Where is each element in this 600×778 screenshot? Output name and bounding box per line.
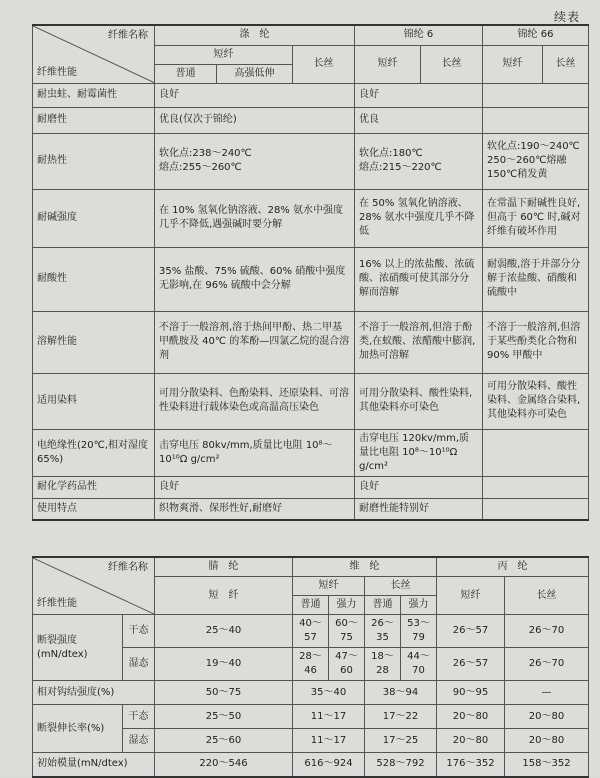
table-row — [33, 311, 589, 373]
cell-value: 44～70 — [401, 648, 437, 681]
row-label: 相对钩结强度(%) — [33, 681, 155, 705]
cell-value: 616～924 — [293, 753, 365, 777]
properties-table-1 — [32, 24, 589, 521]
header-acrylic-staple: 短 纤 — [155, 577, 293, 615]
cell-value: 158～352 — [505, 753, 589, 777]
cell-value: 25～40 — [155, 615, 293, 648]
cell-value: 50～75 — [155, 681, 293, 705]
corner-fiber-name: 纤维名称 — [108, 30, 148, 41]
cell-value: — — [505, 681, 589, 705]
cell-polyester: 不溶于一般溶剂,溶于热间甲酚、热二甲基甲酰胺及 40℃ 的苯酚—四氯乙烷的混合溶剂 — [155, 311, 355, 373]
row-label: 耐化学药品性 — [33, 476, 155, 498]
cell-polyester: 35% 盐酸、75% 硫酸、60% 硝酸中强度无影响,在 96% 硫酸中会分解 — [155, 247, 355, 311]
header-pp-filament: 长丝 — [505, 577, 589, 615]
cell-value: 26～70 — [505, 648, 589, 681]
corner-fiber-property: 纤维性能 — [37, 598, 77, 609]
table-row — [33, 107, 589, 133]
cell-value: 20～80 — [437, 705, 505, 729]
cell-value: 26～35 — [365, 615, 401, 648]
cell-value: 25～60 — [155, 729, 293, 753]
cell-nylon6: 耐磨性能特别好 — [355, 498, 483, 520]
cell-value: 20～80 — [505, 705, 589, 729]
row-label: 耐碱强度 — [33, 189, 155, 247]
cell-value: 90～95 — [437, 681, 505, 705]
header-vinylon: 维 纶 — [293, 557, 437, 577]
cell-polyester: 软化点:238～240℃ 熔点:255～260℃ — [155, 133, 355, 189]
table-row — [33, 83, 589, 107]
header-strong: 强力 — [401, 596, 437, 615]
table-row — [33, 615, 589, 648]
cell-polyester: 织物爽滑、保形性好,耐磨好 — [155, 498, 355, 520]
cell-nylon66 — [483, 83, 589, 107]
cell-polyester: 在 10% 氢氧化钠溶液、28% 氨水中强度几乎不降低,遇强碱时要分解 — [155, 189, 355, 247]
header-regular: 普通 — [155, 64, 217, 83]
cell-value: 11～17 — [293, 729, 365, 753]
cell-polyester: 可用分散染料、色酚染料、还原染料、可溶性染料进行载体染色或高温高压染色 — [155, 373, 355, 429]
row-condition: 干态 — [123, 705, 155, 729]
corner-cell — [33, 557, 155, 615]
header-acrylic: 腈 纶 — [155, 557, 293, 577]
cell-nylon66: 可用分散染料、酸性染料、金属络合染料,其他染料亦可染色 — [483, 373, 589, 429]
cell-nylon66 — [483, 429, 589, 476]
row-label: 初始模量(mN/dtex) — [33, 753, 155, 777]
header-vinylon-filament: 长丝 — [365, 577, 437, 596]
cell-nylon6: 可用分散染料、酸性染料,其他染料亦可染色 — [355, 373, 483, 429]
row-label: 耐虫蛀、耐霉菌性 — [33, 83, 155, 107]
table-row — [33, 189, 589, 247]
header-polypropylene: 丙 纶 — [437, 557, 589, 577]
cell-nylon6: 不溶于一般溶剂,但溶于酚类,在蚁酸、浓醋酸中膨润,加热可溶解 — [355, 311, 483, 373]
header-high-strength: 高强低伸 — [217, 64, 293, 83]
cell-nylon66 — [483, 107, 589, 133]
cell-polyester: 优良(仅次于锦纶) — [155, 107, 355, 133]
cell-value: 20～80 — [505, 729, 589, 753]
cell-polyester: 良好 — [155, 476, 355, 498]
row-condition: 湿态 — [123, 729, 155, 753]
continued-label: 续表 — [553, 10, 580, 24]
table-row — [33, 133, 589, 189]
cell-value: 26～57 — [437, 648, 505, 681]
cell-nylon6: 在 50% 氢氧化钠溶液、28% 氨水中强度几乎不降低 — [355, 189, 483, 247]
table-row — [33, 681, 589, 705]
cell-value: 40～57 — [293, 615, 329, 648]
header-polyester-filament: 长丝 — [293, 45, 355, 83]
header-strong: 强力 — [329, 596, 365, 615]
header-nylon66: 锦纶 66 — [483, 25, 589, 45]
cell-value: 47～60 — [329, 648, 365, 681]
cell-nylon6: 良好 — [355, 476, 483, 498]
header-nylon6: 锦纶 6 — [355, 25, 483, 45]
cell-polyester: 良好 — [155, 83, 355, 107]
header-vinylon-staple: 短纤 — [293, 577, 365, 596]
cell-nylon6: 16% 以上的浓盐酸、浓硫酸、浓硝酸可使其部分分解而溶解 — [355, 247, 483, 311]
cell-nylon6: 良好 — [355, 83, 483, 107]
cell-nylon66: 软化点:190～240℃ 250～260℃熔融 150℃稍发黄 — [483, 133, 589, 189]
cell-nylon66 — [483, 498, 589, 520]
row-label: 耐热性 — [33, 133, 155, 189]
properties-table-2 — [32, 556, 589, 778]
header-regular: 普通 — [365, 596, 401, 615]
row-label: 耐磨性 — [33, 107, 155, 133]
table-row — [33, 247, 589, 311]
corner-cell — [33, 25, 155, 83]
corner-fiber-name: 纤维名称 — [108, 562, 148, 573]
cell-value: 528～792 — [365, 753, 437, 777]
header-polyester: 涤 纶 — [155, 25, 355, 45]
table-row — [33, 429, 589, 476]
cell-nylon66: 不溶于一般溶剂,但溶于某些酚类化合物和 90% 甲酸中 — [483, 311, 589, 373]
row-label: 断裂强度(mN/dtex) — [33, 615, 123, 681]
header-nylon66-staple: 短纤 — [483, 45, 543, 83]
row-label: 适用染料 — [33, 373, 155, 429]
corner-fiber-property: 纤维性能 — [37, 66, 77, 78]
cell-nylon66: 在常温下耐碱性良好,但高于 60℃ 时,碱对纤维有破坏作用 — [483, 189, 589, 247]
cell-value: 60～75 — [329, 615, 365, 648]
cell-value: 176～352 — [437, 753, 505, 777]
cell-value: 17～25 — [365, 729, 437, 753]
header-pp-staple: 短纤 — [437, 577, 505, 615]
cell-value: 220～546 — [155, 753, 293, 777]
row-label: 溶解性能 — [33, 311, 155, 373]
table-row — [33, 753, 589, 777]
cell-value: 26～70 — [505, 615, 589, 648]
table-row — [33, 705, 589, 729]
row-label: 电绝缘性(20℃,相对湿度 65%) — [33, 429, 155, 476]
row-label: 使用特点 — [33, 498, 155, 520]
cell-value: 38～94 — [365, 681, 437, 705]
table-row — [33, 373, 589, 429]
cell-nylon66: 耐弱酸,溶于并部分分解于浓盐酸、硝酸和硫酸中 — [483, 247, 589, 311]
row-condition: 干态 — [123, 615, 155, 648]
cell-nylon66 — [483, 476, 589, 498]
cell-value: 28～46 — [293, 648, 329, 681]
row-label: 断裂伸长率(%) — [33, 705, 123, 753]
row-condition: 湿态 — [123, 648, 155, 681]
cell-value: 25～50 — [155, 705, 293, 729]
cell-nylon6: 优良 — [355, 107, 483, 133]
header-nylon6-filament: 长丝 — [421, 45, 483, 83]
row-label: 耐酸性 — [33, 247, 155, 311]
header-regular: 普通 — [293, 596, 329, 615]
cell-value: 17～22 — [365, 705, 437, 729]
cell-nylon6: 击穿电压 120kv/mm,质量比电阻 10⁸～10¹⁰Ω g/cm² — [355, 429, 483, 476]
cell-nylon6: 软化点:180℃ 熔点:215～220℃ — [355, 133, 483, 189]
cell-value: 11～17 — [293, 705, 365, 729]
header-polyester-staple: 短纤 — [155, 45, 293, 64]
header-nylon6-staple: 短纤 — [355, 45, 421, 83]
cell-value: 20～80 — [437, 729, 505, 753]
cell-value: 35～40 — [293, 681, 365, 705]
cell-value: 19～40 — [155, 648, 293, 681]
cell-value: 18～28 — [365, 648, 401, 681]
cell-value: 53～79 — [401, 615, 437, 648]
header-nylon66-filament: 长丝 — [543, 45, 589, 83]
table-row — [33, 476, 589, 498]
cell-polyester: 击穿电压 80kv/mm,质量比电阻 10⁸～10¹⁰Ω g/cm² — [155, 429, 355, 476]
cell-value: 26～57 — [437, 615, 505, 648]
table-row — [33, 498, 589, 520]
